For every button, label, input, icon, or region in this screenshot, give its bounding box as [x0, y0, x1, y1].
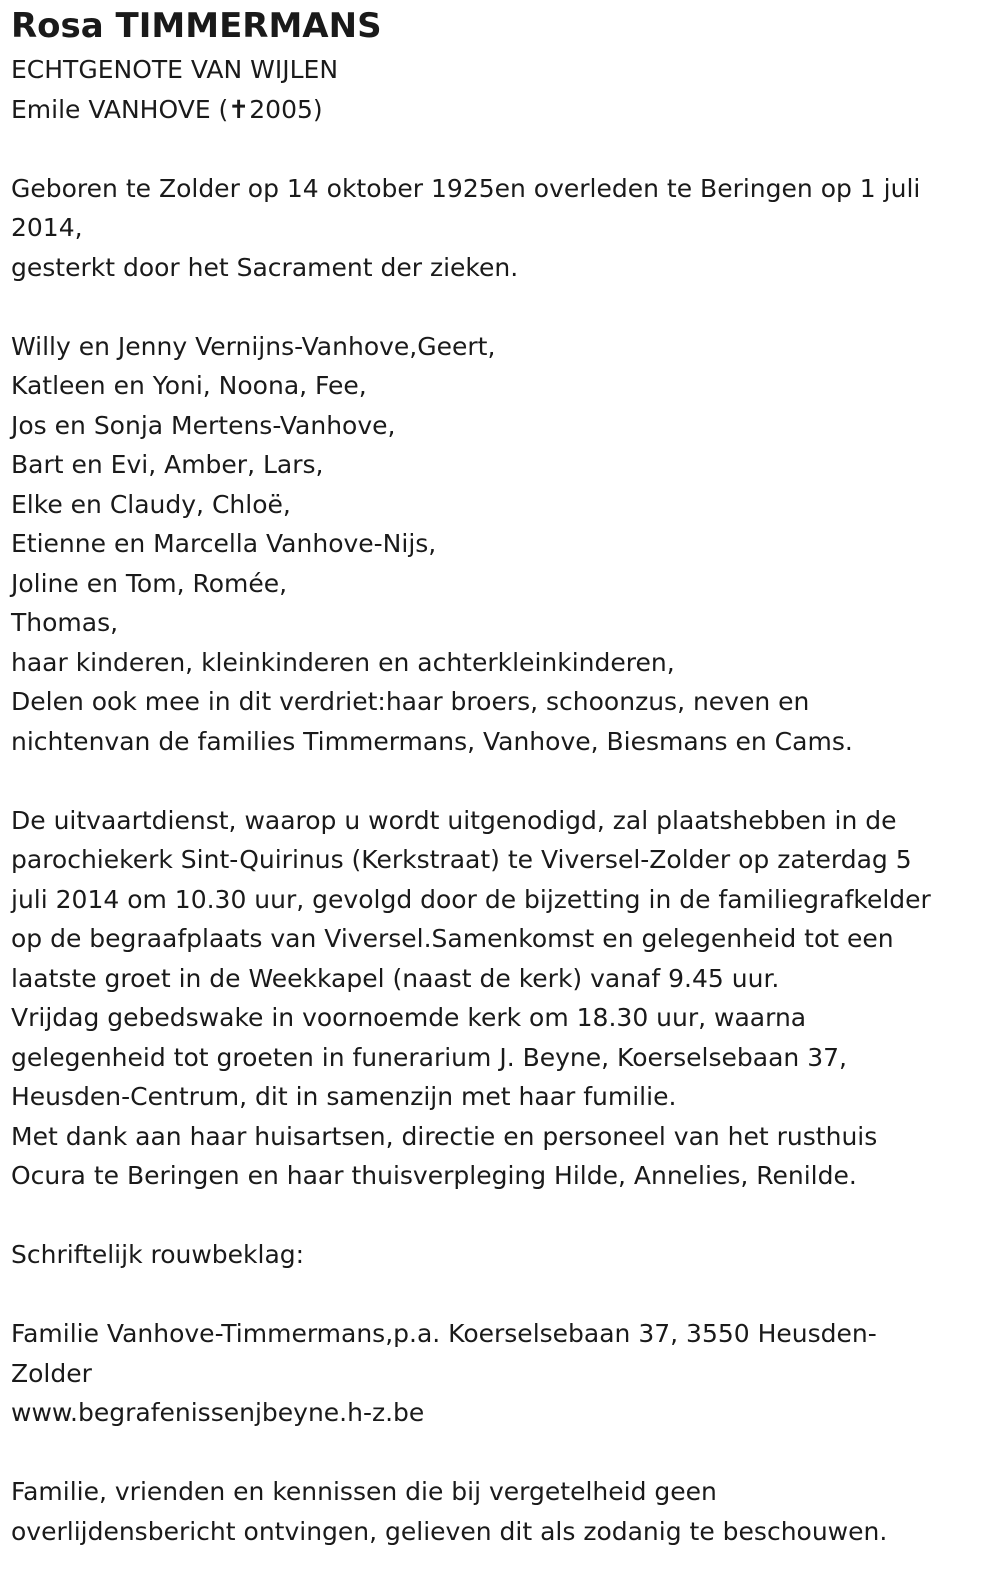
family-line: Joline en Tom, Romée, [11, 568, 288, 598]
family-line: nichtenvan de families Timmermans, Vanhove, Biesmans en Cams. [11, 726, 853, 756]
family-line: Etienne en Marcella Vanhove-Nijs, [11, 529, 437, 558]
sacrament-line: gesterkt door het Sacrament der zieken. [11, 252, 519, 282]
spouse-name-line: Emile VANHOVE (✝2005) [11, 94, 323, 124]
family-line: Elke en Claudy, Chloë, [11, 489, 291, 519]
address-line: Zolder [11, 1358, 92, 1388]
family-line: Thomas, [11, 608, 119, 637]
service-line: Ocura te Beringen en haar thuisverpleging Hilde, Annelies, Renilde. [11, 1161, 857, 1190]
service-line: parochiekerk Sint-Quirinus (Kerkstraat) te Viversel-Zolder op zaterdag 5 [11, 845, 912, 874]
condolence-address [11, 1314, 986, 1433]
service-line: op de begraafplaats van Viversel.Samenkomst en gelegenheid tot een [11, 924, 894, 953]
family-section [11, 327, 986, 762]
family-line: Jos en Sonja Mertens-Vanhove, [11, 410, 396, 440]
family-line: haar kinderen, kleinkinderen en achterkleinkinderen, [11, 647, 675, 677]
closing-line: Familie, vrienden en kennissen die bij vergetelheid geen [11, 1477, 717, 1506]
birth-death-section [11, 169, 986, 288]
service-line: gelegenheid tot groeten in funerarium J. Beyne, Koerselsebaan 37, [11, 1042, 847, 1072]
spouse-section [11, 50, 986, 129]
closing-line: overlijdensbericht ontvingen, gelieven dit als zodanig te beschouwen. [11, 1516, 888, 1546]
family-line: Delen ook mee in dit verdriet:haar broers, schoonzus, neven en [11, 687, 810, 716]
birth-death-line: 2014, [11, 213, 83, 242]
family-line: Bart en Evi, Amber, Lars, [11, 450, 324, 479]
service-line: Met dank aan haar huisartsen, directie en personeel van het rusthuis [11, 1121, 878, 1151]
condolence-heading: Schriftelijk rouwbeklag: [11, 1240, 305, 1269]
website-link[interactable]: www.begrafenissenjbeyne.h-z.be [11, 1398, 425, 1427]
deceased-name: Rosa TIMMERMANS [11, 6, 382, 46]
spouse-line: ECHTGENOTE VAN WIJLEN [11, 55, 339, 84]
service-section [11, 801, 986, 1196]
service-line: De uitvaartdienst, waarop u wordt uitgenodigd, zal plaatshebben in de [11, 805, 897, 835]
service-line: Heusden-Centrum, dit in samenzijn met haar fumilie. [11, 1082, 677, 1111]
address-line: Familie Vanhove-Timmermans,p.a. Koerselsebaan 37, 3550 Heusden- [11, 1319, 877, 1348]
service-line: Vrijdag gebedswake in voornoemde kerk om 18.30 uur, waarna [11, 1003, 807, 1032]
family-line: Katleen en Yoni, Noona, Fee, [11, 371, 367, 400]
obituary-document [11, 4, 986, 1551]
birth-death-line: Geboren te Zolder op 14 oktober 1925en overleden te Beringen op 1 juli [11, 173, 921, 203]
closing-section [11, 1472, 986, 1551]
family-line: Willy en Jenny Vernijns-Vanhove,Geert, [11, 331, 496, 361]
service-line: laatste groet in de Weekkapel (naast de kerk) vanaf 9.45 uur. [11, 963, 780, 993]
service-line: juli 2014 om 10.30 uur, gevolgd door de bijzetting in de familiegrafkelder [11, 884, 931, 914]
